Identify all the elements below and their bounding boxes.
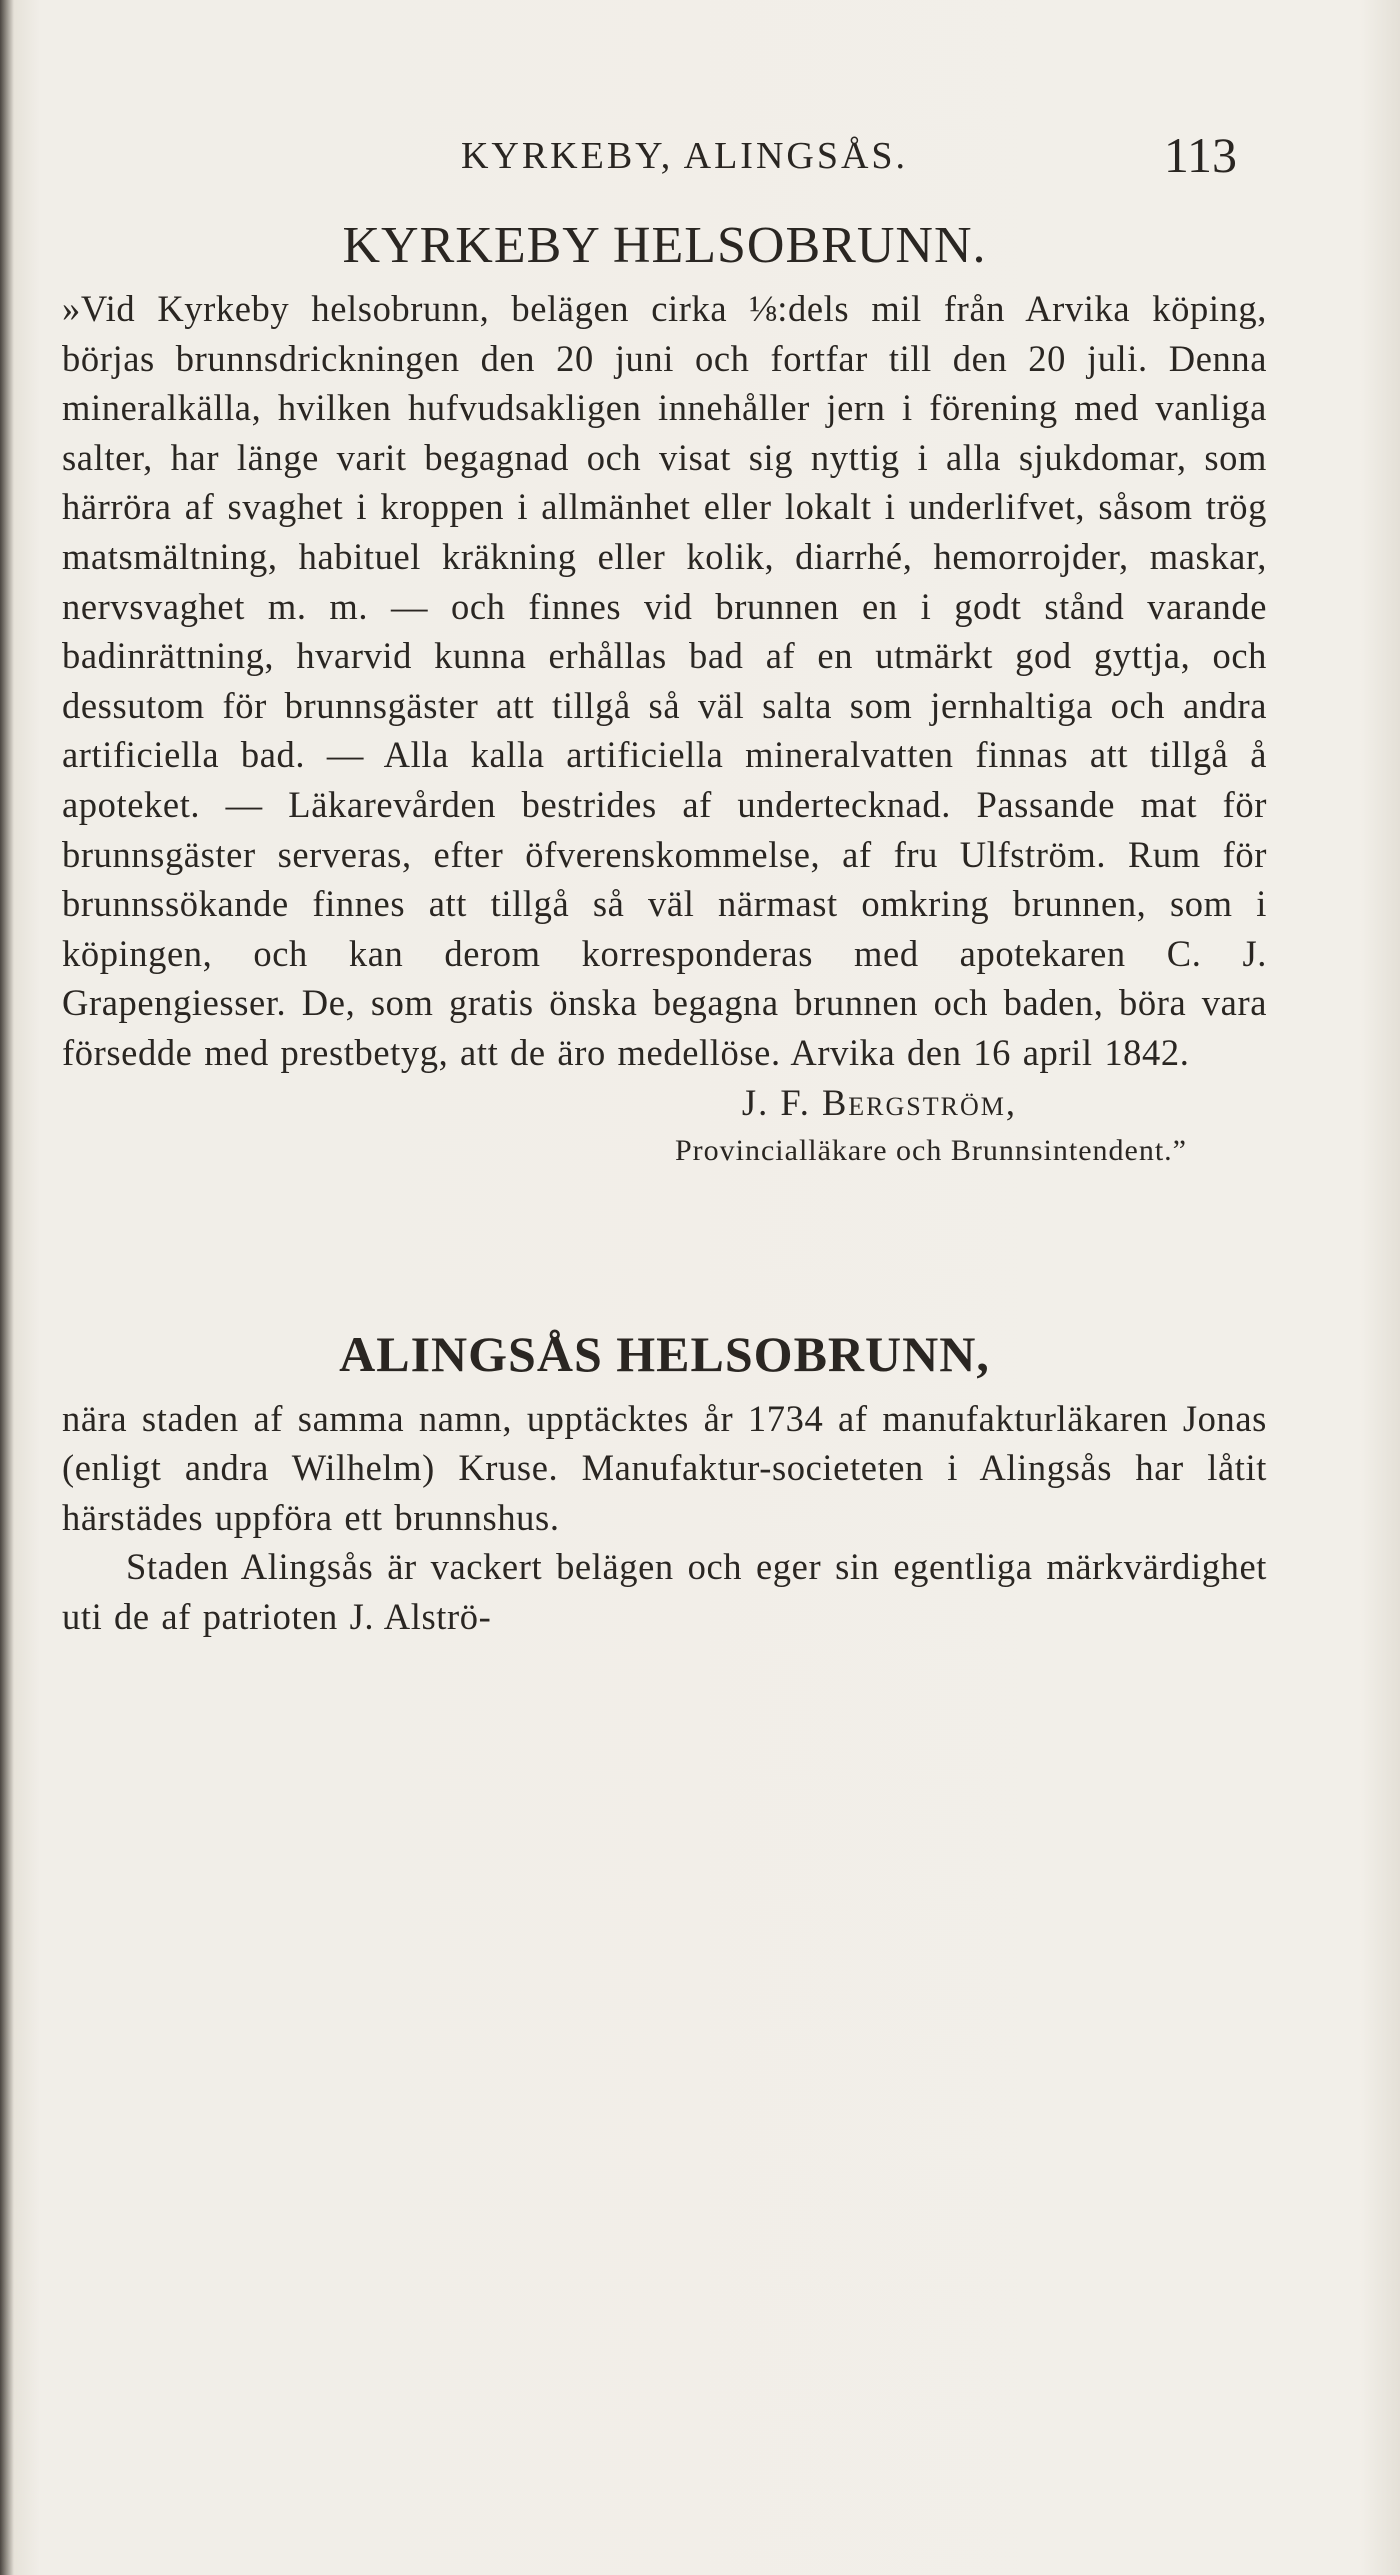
alingsas-paragraph-2: Staden Alingsås är vackert belägen och eger sin egentliga märkvärdighet uti de af patrioten J. Alströ- (62, 1546, 1267, 1637)
section-heading-kyrkeby: KYRKEBY HELSOBRUNN. (342, 217, 987, 274)
running-head (62, 120, 1267, 210)
running-title: KYRKEBY, ALINGSÅS. (460, 135, 909, 177)
signature-block (62, 1078, 1267, 1174)
text-column (62, 120, 1267, 1641)
alingsas-paragraph-1: nära staden af samma namn, upptäcktes år 1734 af manufakturläkaren Jonas (enligt andra Wilhelm) Kruse. Manufaktur-societeten i Alingsås har låtit härstädes uppföra ett brunnshus. (62, 1397, 1267, 1538)
section-heading-alingsas: ALINGSÅS HELSOBRUNN, (339, 1325, 990, 1382)
kyrkeby-paragraph: »Vid Kyrkeby helsobrunn, belägen cirka ⅛:dels mil från Arvika köping, börjas brunnsdrickningen den 20 juni och fortfar till den 20 juli. Denna mineralkälla, hvilken hufvudsakligen innehåller jern i förening med vanliga salter, har länge varit begagnad och visat sig nyttig i alla sjukdomar, som härröra af svaghet i kroppen i allmänhet eller lokalt i underlifvet, såsom trög matsmältning, habituel kräkning eller kolik, diarrhé, hemorrojder, maskar, nervsvaghet m. m. — och finnes vid brunnen en i godt stånd varande badinrättning, hvarvid kunna erhållas bad af en utmärkt god gyttja, och dessutom för brunnsgäster att tillgå så väl salta som jernhaltiga och andra artificiella bad. — Alla kalla artificiella mineralvatten finnas att tillgå å apoteket. — Läkarevården bestrides af undertecknad. Passande mat för brunnsgäster serveras, efter öfverenskommelse, af fru Ulfström. Rum för brunnssökande finnes att tillgå så väl närmast omkring brunnen, som i köpingen, och kan derom korresponderas med apotekaren C. J. Grapengiesser. De, som gratis önska begagna brunnen och baden, böra vara försedde med prestbetyg, att de äro medellöse. Arvika den 16 april 1842. (62, 288, 1267, 1073)
signature-title: Provincialläkare och Brunnsintendent.” (674, 1133, 1187, 1167)
page-number: 113 (1163, 127, 1237, 183)
signature-name: J. F. Bergström, (741, 1081, 1017, 1123)
